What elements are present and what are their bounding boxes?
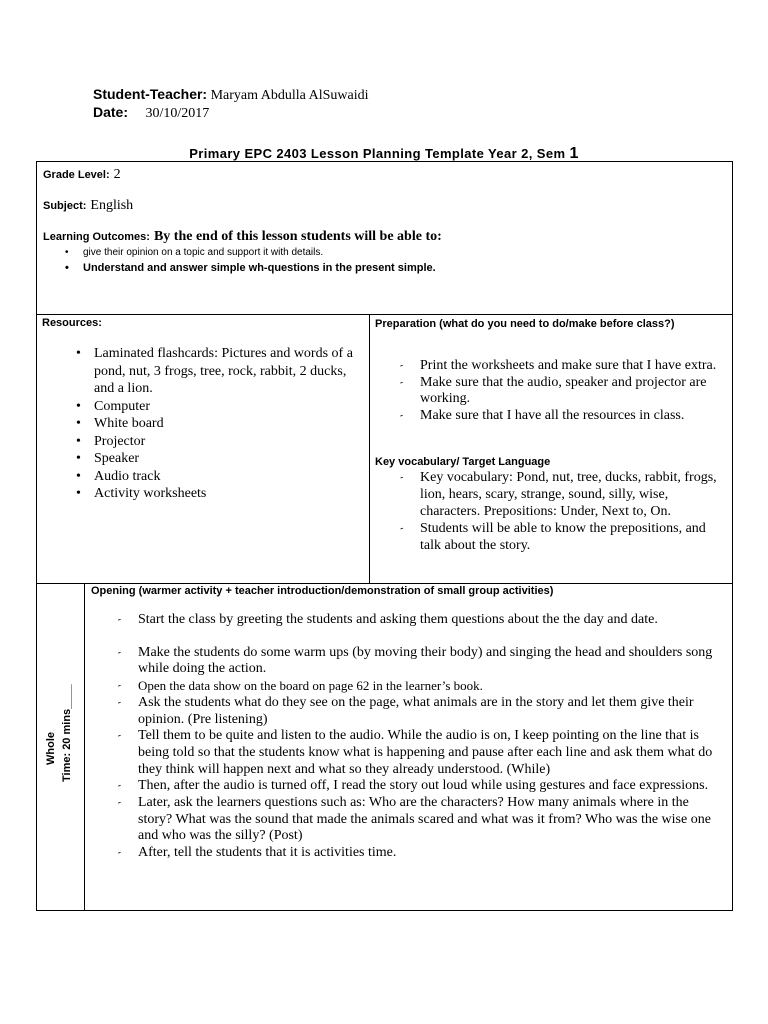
page-title-number: 1 [569, 145, 579, 162]
date-line [93, 104, 209, 122]
list-item: - Make sure that the audio, speaker and projector are working. [396, 375, 726, 408]
date-value: 30/10/2017 [145, 106, 210, 121]
list-item: - Key vocabulary: Pond, nut, tree, ducks, rabbit, frogs, lion, hears, scary, strange, sound, silly, wise, characters. Prepositions: Under, Next to, On. [396, 469, 726, 520]
key-vocabulary-label: Key vocabulary/ Target Language [375, 456, 551, 468]
opening-steps-list [114, 612, 726, 862]
preparation-list [396, 358, 726, 424]
subject-value: English [90, 198, 134, 213]
grouping-label: Whole [45, 732, 57, 765]
list-item: • Activity worksheets [70, 485, 362, 503]
subject-label: Subject: [43, 200, 87, 212]
grade-level-label: Grade Level: [43, 169, 110, 181]
list-item: - Start the class by greeting the students and asking them questions about the the day and date. [114, 612, 726, 629]
list-item: • White board [70, 415, 362, 433]
list-item: - Students will be able to know the prepositions, and talk about the story. [396, 520, 726, 554]
list-item: • Laminated flashcards: Pictures and words of a pond, nut, 3 frogs, tree, rock, rabbit, 2 ducks, and a lion. [70, 345, 362, 398]
learning-outcomes-intro: By the end of this lesson students will be able to: [153, 229, 442, 244]
student-teacher-line [93, 86, 368, 104]
list-item: • Audio track [70, 468, 362, 486]
list-item: - Make sure that I have all the resources in class. [396, 408, 726, 425]
list-item: - Make the students do some warm ups (by moving their body) and singing the head and shoulders song while doing the action. [114, 645, 726, 678]
list-item: - Then, after the audio is turned off, I read the story out loud while using gestures and face expressions. [114, 778, 726, 795]
student-teacher-name: Maryam Abdulla AlSuwaidi [210, 88, 369, 103]
learning-outcomes-heading [43, 227, 442, 245]
list-item: - Later, ask the learners questions such as: Who are the characters? How many animals where in the story? What was the sound that made the animals scared and what was it from? Who was the wise one and who was the silly? (Post) [114, 795, 726, 845]
list-item: • Computer [70, 398, 362, 416]
page-title-text: Primary EPC 2403 Lesson Planning Template Year 2, Sem [189, 146, 566, 161]
list-item: - Ask the students what do they see on the page, what animals are in the story and let them give their opinion. (Pre listening) [114, 695, 726, 728]
subject [43, 196, 133, 214]
learning-outcomes-list [59, 245, 436, 277]
student-teacher-label: Student-Teacher: [93, 86, 208, 102]
list-item: • give their opinion on a topic and support it with details. [59, 245, 436, 260]
list-item: - Print the worksheets and make sure that I have extra. [396, 358, 726, 375]
list-item: - After, tell the students that it is activities time. [114, 845, 726, 862]
key-vocabulary-list [396, 469, 726, 554]
time-label: Time: 20 mins____ [61, 684, 73, 782]
time-column-divider [84, 583, 85, 911]
opening-label: Opening (warmer activity + teacher introduction/demonstration of small group activities) [91, 585, 554, 597]
list-item: - Tell them to be quite and listen to the audio. While the audio is on, I keep pointing on the line that is being told so that the students know what is happening and pause after each line and ask them what do they think will happen next and what so they already understood. (While) [114, 728, 726, 778]
date-label: Date: [93, 104, 129, 120]
resources-list [70, 345, 362, 503]
grade-level [43, 165, 121, 183]
list-item: - Open the data show on the board on page 62 in the learner’s book. [114, 678, 726, 695]
lesson-info-section [36, 161, 733, 315]
resources-label: Resources: [42, 317, 102, 329]
learning-outcomes-label: Learning Outcomes: [43, 231, 150, 243]
list-item: • Speaker [70, 450, 362, 468]
list-item: • Projector [70, 433, 362, 451]
list-item: • Understand and answer simple wh-questions in the present simple. [59, 260, 436, 277]
grade-level-value: 2 [113, 167, 121, 182]
column-divider [369, 314, 370, 584]
preparation-label: Preparation (what do you need to do/make before class?) [375, 318, 675, 330]
